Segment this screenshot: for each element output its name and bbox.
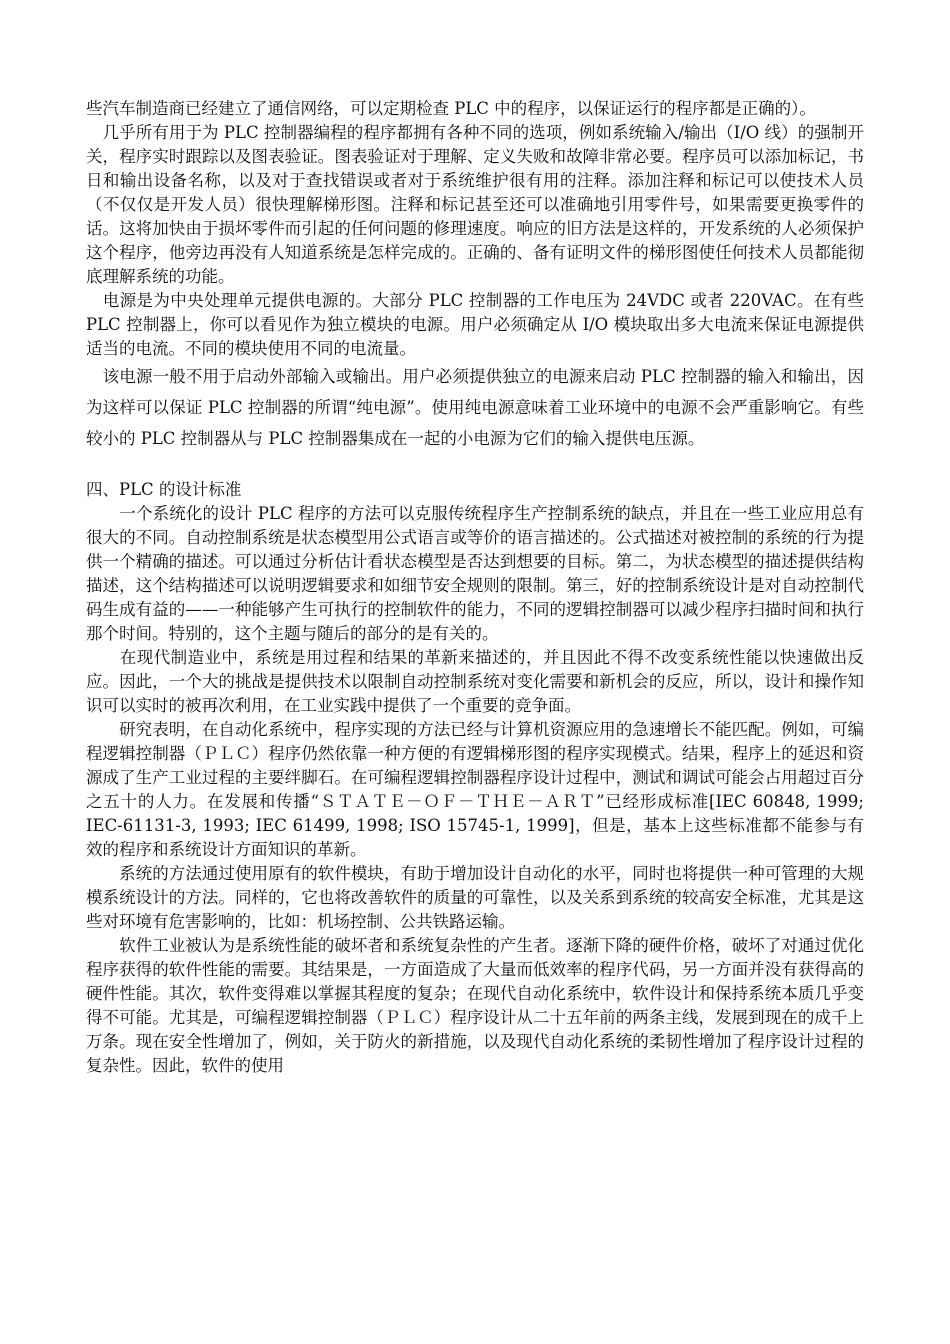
paragraph-power-supply: 电源是为中央处理单元提供电源的。大部分 PLC 控制器的工作电压为 24VDC 或者 220VAC。在有些 PLC 控制器上，你可以看见作为独立模块的电源。用户必须确定从 I/O 模块取出多大电流来保证电源提供适当的电流。不同的模块使用不同的电流量。 — [86, 291, 870, 358]
section-spacer — [86, 454, 864, 478]
document-page — [86, 97, 870, 1078]
paragraph-clean-power: 该电源一般不用于启动外部输入或输出。用户必须提供独立的电源来启动 PLC 控制器的输入和输出，因为这样可以保证 PLC 控制器的所谓“纯电源”。使用纯电源意味着工业环境中的电源不会严重影响它。有些较小的 PLC 控制器从与 PLC 控制器集成在一起的小电源为它们的输入提供电压源。 — [86, 367, 864, 448]
paragraph-research-standards: 研究表明，在自动化系统中，程序实现的方法已经与计算机资源应用的急速增长不能匹配。例如，可编程逻辑控制器（ＰＬＣ）程序仍然依靠一种方便的有逻辑梯形图的程序实现模式。结果，程序上的延迟和资源成了生产工业过程的主要绊脚石。在可编程逻辑控制器程序设计过程中，测试和调试可能会占用超过百分之五十的人力。在发展和传播“ＳＴＡＴＥ－ＯＦ－ＴＨＥ－ＡＲＴ”已经形成标准[IEC 60848, 1999; IEC-61131-3, 1993; IEC 61499, 1998; ISO 15745-1, 1999]，但是，基本上这些标准都不能参与有效的程序和系统设计方面知识的革新。 — [86, 720, 870, 859]
paragraph-intro: 些汽车制造商已经建立了通信网络，可以定期检查 PLC 中的程序，以保证运行的程序都是正确的）。 — [86, 99, 816, 118]
paragraph-modern-manufacturing: 在现代制造业中，系统是用过程和结果的革新来描述的，并且因此不得不改变系统性能以快速做出反应。因此，一个大的挑战是提供技术以限制自动控制系统对变化需要和新机会的反应，所以，设计和操作知识可以实时的被再次利用，在工业实践中提供了一个重要的竞争面。 — [86, 648, 864, 715]
paragraph-systematic-design: 一个系统化的设计 PLC 程序的方法可以克服传统程序生产控制系统的缺点，并且在一些工业应用总有很大的不同。自动控制系统是状态模型用公式语言或等价的语言描述的。公式描述对被控制的系统的行为提供一个精确的描述。可以通过分析估计看状态模型是否达到想要的目标。第二，为状态模型的描述提供结构描述，这个结构描述可以说明逻辑要求和如细节安全规则的限制。第三，好的控制系统设计是对自动控制代码生成有益的——一种能够产生可执行的控制软件的能力，不同的逻辑控制器可以减少程序扫描时间和执行那个时间。特别的，这个主题与随后的部分的是有关的。 — [86, 504, 864, 643]
paragraph-software-modules: 系统的方法通过使用原有的软件模块，有助于增加设计自动化的水平，同时也将提供一种可管理的大规模系统设计的方法。同样的，它也将改善软件的质量的可靠性，以及关系到系统的较高安全标准，尤其是这些对环境有危害影响的，比如：机场控制、公共铁路运输。 — [86, 864, 864, 931]
paragraph-programming-options: 几乎所有用于为 PLC 控制器编程的程序都拥有各种不同的选项，例如系统输入/输出（I/O 线）的强制开关，程序实时跟踪以及图表验证。图表验证对于理解、定义失败和故障非常必要。程序员可以添加标记，书日和输出设备名称，以及对于查找错误或者对于系统维护很有用的注释。添加注释和标记可以使技术人员（不仅仅是开发人员）很快理解梯形图。注释和标记甚至还可以准确地引用零件号，如果需要更换零件的话。这将加快由于损坏零件而引起的任何问题的修理速度。响应的旧方法是这样的，开发系统的人必须保护这个程序，他旁边再没有人知道系统是怎样完成的。正确的、备有证明文件的梯形图使任何技术人员都能彻底理解系统的功能。 — [86, 123, 864, 286]
section-heading: 四、PLC 的设计标准 — [86, 480, 242, 499]
paragraph-software-industry: 软件工业被认为是系统性能的破坏者和系统复杂性的产生者。逐渐下降的硬件价格，破坏了对通过优化程序获得的软件性能的需要。其结果是，一方面造成了大量而低效率的程序代码，另一方面并没有获得高的硬件性能。其次，软件变得难以掌握其程度的复杂；在现代自动化系统中，软件设计和保持系统本质几乎变得不可能。尤其是，可编程逻辑控制器（ＰＬＣ）程序设计从二十五年前的两条主线，发展到现在的成千上万条。现在安全性增加了，例如，关于防火的新措施，以及现代自动化系统的柔韧性增加了程序设计过程的复杂性。因此，软件的使用 — [86, 936, 864, 1075]
